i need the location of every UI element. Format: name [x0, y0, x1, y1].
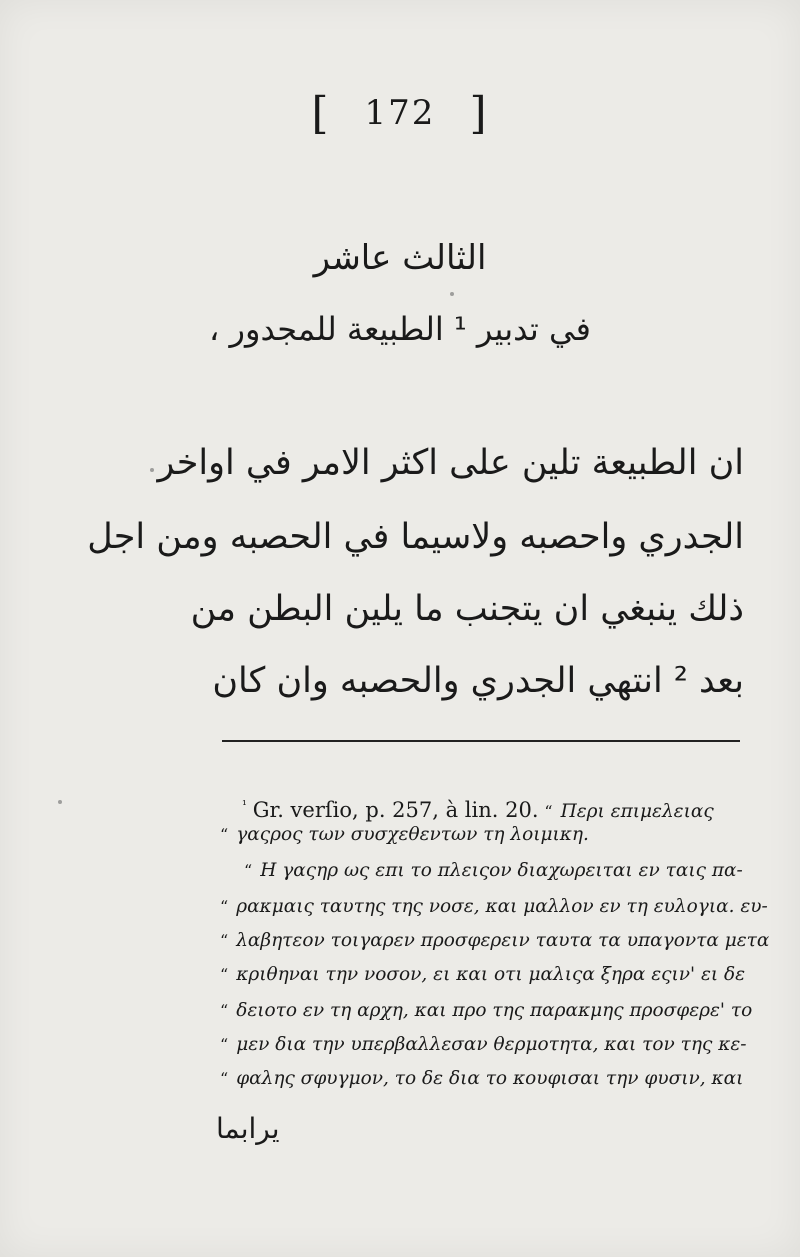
footnote-text: γαςρος των συσχεθεντων τη λοιμικη. [236, 824, 589, 845]
footnote-text: Η γαςηρ ως επι το πλειςον διαχωρειται εν ταις πα- [260, 860, 743, 881]
quote-mark: “ [244, 861, 253, 880]
quote-mark: “ [220, 825, 229, 844]
footnote-line-3 [220, 892, 768, 922]
page-number [0, 88, 800, 139]
bracket-close: ] [469, 88, 489, 139]
arabic-line-1: ان الطبيعة تلين على اكثر الامر في اواخر [157, 443, 744, 483]
footnote-text: φαλης σφυγμον, το δε δια το κουφισαι την φυσιν, και [236, 1068, 744, 1089]
quote-mark: “ [220, 965, 229, 984]
quote-mark: “ [220, 897, 229, 916]
quote-mark: “ [220, 931, 229, 950]
footnote-text: δειοτο εν τη αρχη, και προ της παρακμης προσφερε' το [236, 1000, 753, 1021]
footnote-line-4 [220, 926, 769, 956]
catchword: يرابما [216, 1112, 280, 1145]
paper-speck [58, 800, 62, 804]
quote-mark: “ [220, 1001, 229, 1020]
footnote-divider [222, 740, 740, 742]
footnote-text: λαβητεον τοιγαρεν προσφερειν ταυτα τα υπαγοντα μετα [236, 930, 770, 951]
chapter-subtitle: في تدبير ¹ الطبيعة للمجدور ، [209, 310, 591, 348]
arabic-line-3: ذلك ينبغي ان يتجنب ما يلين البطن من [190, 589, 744, 629]
quote-mark: “ [544, 802, 553, 821]
paper-speck [450, 292, 454, 296]
footnote-greek-head: Περι επιμελειας [560, 801, 714, 822]
footnote-reference: Gr. verſio, p. 257, à lin. 20. [252, 798, 539, 822]
chapter-title: الثالث عاشر [313, 238, 487, 278]
arabic-line-2: الجدري واحصبه ولاسيما في الحصبه ومن اجل [87, 517, 744, 557]
footnote-text: μεν δια την υπερβαλλεσαν θερμοτητα, και τον της κε- [236, 1034, 747, 1055]
footnote-line-1 [220, 820, 589, 850]
footnote-marker: ¹ [242, 798, 247, 812]
footnote-line-2 [244, 856, 743, 886]
bracket-open: [ [311, 88, 331, 139]
paper-speck [150, 468, 154, 472]
footnote-line-8 [220, 1064, 743, 1094]
arabic-line-4: بعد ² انتهي الجدري والحصبه وان كان [212, 661, 744, 701]
footnote-line-5 [220, 960, 745, 990]
footnote-line-6 [220, 996, 752, 1026]
page-number-value: 172 [364, 93, 436, 133]
quote-mark: “ [220, 1069, 229, 1088]
footnote-text: ρακμαις ταυτης της νοσε, και μαλλον εν τη ευλογια. ευ- [236, 896, 768, 917]
quote-mark: “ [220, 1035, 229, 1054]
footnote-line-7 [220, 1030, 747, 1060]
footnote-text: κριθηναι την νοσον, ει και οτι μαλιςα ξηρα εςιν' ει δε [236, 964, 746, 985]
